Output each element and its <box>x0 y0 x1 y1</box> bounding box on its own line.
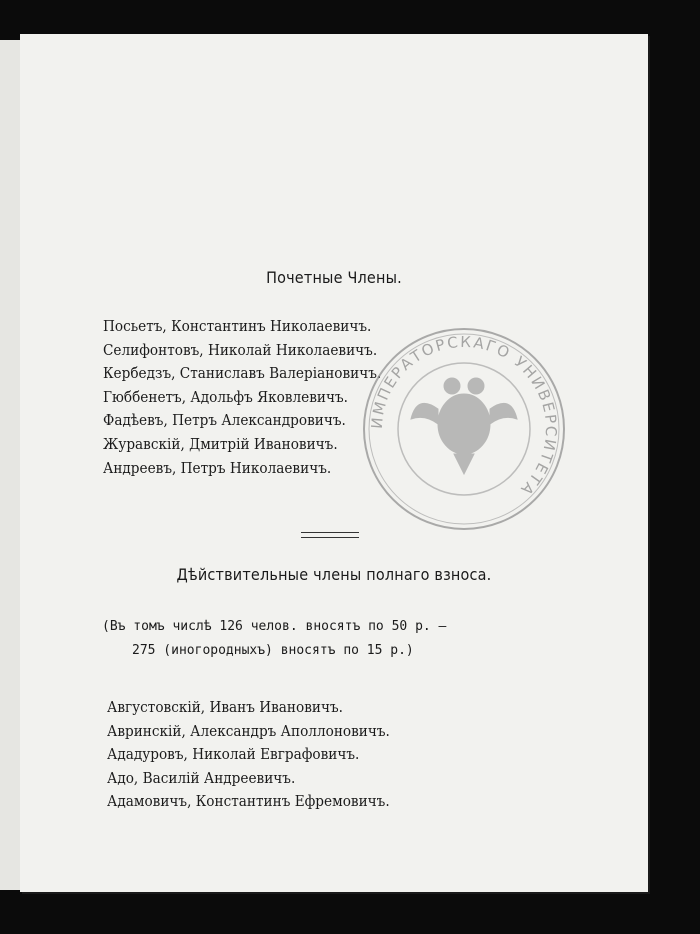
list-item: Авринскій, Александръ Аполлоновичъ. <box>107 723 390 740</box>
honorary-members-heading: Почетные Члены. <box>266 268 402 287</box>
list-item: Адо, Василій Андреевичъ. <box>107 770 296 787</box>
list-item: Адамовичъ, Константинъ Ефремовичъ. <box>107 794 390 811</box>
note-line: 275 (иногородныхъ) вносятъ по 15 р.) <box>132 642 414 658</box>
note-line: (Въ томъ числѣ 126 челов. вносятъ по 50 р. — <box>102 619 447 634</box>
stamp-text: ИМПЕРАТОРСКАГО УНИВЕРСИТЕТА <box>367 332 561 500</box>
list-item: Гюббенетъ, Адольфъ Яковлевичъ. <box>103 389 348 406</box>
active-members-heading: Дѣйствительные члены полнаго взноса. <box>176 565 492 584</box>
active-members-list <box>107 697 408 815</box>
list-item: Ададуровъ, Николай Евграфовичъ. <box>107 747 360 764</box>
list-item: Андреевъ, Петръ Николаевичъ. <box>103 460 332 477</box>
list-item: Селифонтовъ, Николай Николаевичъ. <box>103 342 378 359</box>
membership-fee-note <box>102 615 446 662</box>
list-item: Посьетъ, Константинъ Николаевичъ. <box>103 319 372 335</box>
document-page <box>20 34 648 892</box>
list-item: Августовскій, Иванъ Ивановичъ. <box>107 700 343 716</box>
section-divider <box>301 532 359 538</box>
list-item: Фадѣевъ, Петръ Александровичъ. <box>103 413 346 430</box>
list-item: Кербедзъ, Станиславъ Валеріановичъ. <box>103 366 382 383</box>
list-item: Журавскій, Дмитрій Ивановичъ. <box>103 436 338 453</box>
honorary-members-list <box>103 316 399 481</box>
library-stamp-seal <box>359 324 569 534</box>
